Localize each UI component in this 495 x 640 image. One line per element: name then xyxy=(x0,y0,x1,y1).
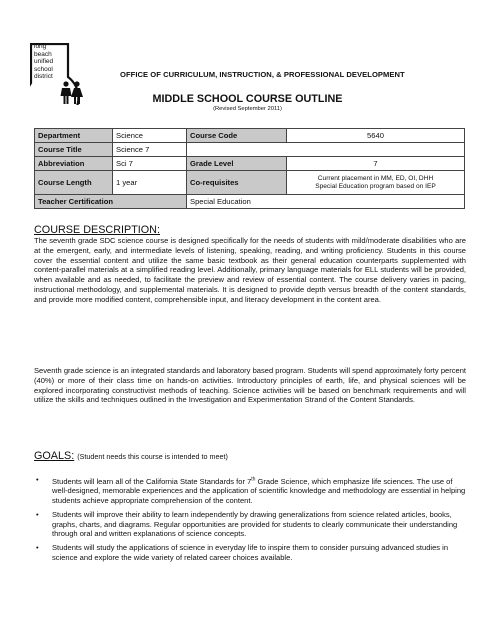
goal-text-part: Grade Science, which emphasize life sciences. The use of well-designed, memorable experiences and the application of scientific knowledge and methodology are essential in helping students achieve appropriate comprehension of the content. xyxy=(52,476,466,506)
list-item xyxy=(34,543,466,563)
course-code-label: Course Code xyxy=(187,129,287,143)
abbreviation-value: Sci 7 xyxy=(113,157,187,171)
office-heading: OFFICE OF CURRICULUM, INSTRUCTION, & PROFESSIONAL DEVELOPMENT xyxy=(120,70,405,79)
logo-line: district xyxy=(34,73,53,81)
logo-line: beach xyxy=(34,50,52,58)
department-label: Department xyxy=(35,129,113,143)
teacher-certification-value: Special Education xyxy=(187,195,465,209)
goals-heading xyxy=(34,450,228,462)
course-length-label: Course Length xyxy=(35,171,113,195)
course-length-value: 1 year xyxy=(113,171,187,195)
teacher-certification-label: Teacher Certification xyxy=(35,195,187,209)
description-paragraph-1: The seventh grade SDC science course is designed specifically for the needs of students with mild/moderate disabilities who are at the emergent, early, and intermediate levels of listening, speaking, reading, and writing proficiency. Students in this course cover the essential content and utilize the same basic textbook as their general education counterparts supplemented with content-parallel materials at a simplified reading level. Additionally, primary language materials for ELL students will be provided, when available and as needed, to facilitate the preview and review of essential content. The course delivery varies in pacing, instructional methodology, and supplemental materials. It is designed to provide depth versus breadth of the content standards, and provide more modified content, comprehensible input, and literacy development in the content area. xyxy=(34,236,466,304)
course-title-value: Science 7 xyxy=(113,143,187,157)
list-item xyxy=(34,475,466,506)
table-row xyxy=(35,143,465,157)
logo-wordmark xyxy=(34,43,53,81)
description-paragraph-2: Seventh grade science is an integrated standards and laboratory based program. Students will spend approximately forty percent (40%) or more of their class time on hands-on activities. Introductory principles of earth, life, and physical sciences will be explored incorporating constructivist methods of teaching. Science activities will be based on benchmark requirements and will utilize the skills and techniques outlined in the Investigation and Experimentation Strand of the Content Standards. xyxy=(34,366,466,405)
corequisites-line: Current placement in MM, ED, OI, DHH xyxy=(317,174,434,182)
bullet-icon: • xyxy=(36,475,39,484)
list-item xyxy=(34,510,466,539)
grade-level-label: Grade Level xyxy=(187,157,287,171)
corequisites-line: Special Education program based on IEP xyxy=(315,182,436,190)
bullet-icon: • xyxy=(36,543,39,553)
course-title-label: Course Title xyxy=(35,143,113,157)
grade-level-value: 7 xyxy=(287,157,465,171)
goal-text: Students will study the applications of science in everyday life to inspire them to consider pursuing advanced studies in science and explore the wide variety of related career choices available. xyxy=(52,543,449,562)
logo-line: unified xyxy=(34,58,54,66)
page-title: MIDDLE SCHOOL COURSE OUTLINE xyxy=(152,93,343,105)
table-row xyxy=(35,195,465,209)
corequisites-label: Co-requisites xyxy=(187,171,287,195)
goal-text: Students will improve their ability to learn independently by drawing generalizations from science related articles, books, graphs, charts, and diagrams. Regular opportunities are provided for students to clearly communicate their understanding through oral and written explanations of science concepts. xyxy=(52,509,458,539)
goal-text xyxy=(52,477,465,506)
goals-note: (Student needs this course is intended to meet) xyxy=(77,452,228,461)
goal-text-part: Students will learn all of the California State Standards for 7 xyxy=(52,476,252,486)
goal-superscript: th xyxy=(251,476,256,482)
corequisites-value xyxy=(287,171,465,195)
bullet-icon: • xyxy=(36,509,39,519)
empty-cell xyxy=(187,143,465,157)
abbreviation-label: Abbreviation xyxy=(35,157,113,171)
logo-line: school xyxy=(34,65,53,73)
table-row xyxy=(35,129,465,143)
logo-line: long xyxy=(34,43,47,50)
table-row xyxy=(35,157,465,171)
course-description-heading xyxy=(34,224,160,236)
section-heading-text: COURSE DESCRIPTION: xyxy=(34,224,160,236)
revised-date: (Revised September 2011) xyxy=(213,106,282,112)
course-code-value: 5640 xyxy=(287,129,465,143)
section-heading-text: GOALS: xyxy=(34,450,75,462)
course-info-table xyxy=(34,128,465,209)
department-value: Science xyxy=(113,129,187,143)
table-row xyxy=(35,171,465,195)
goals-list xyxy=(34,475,466,567)
